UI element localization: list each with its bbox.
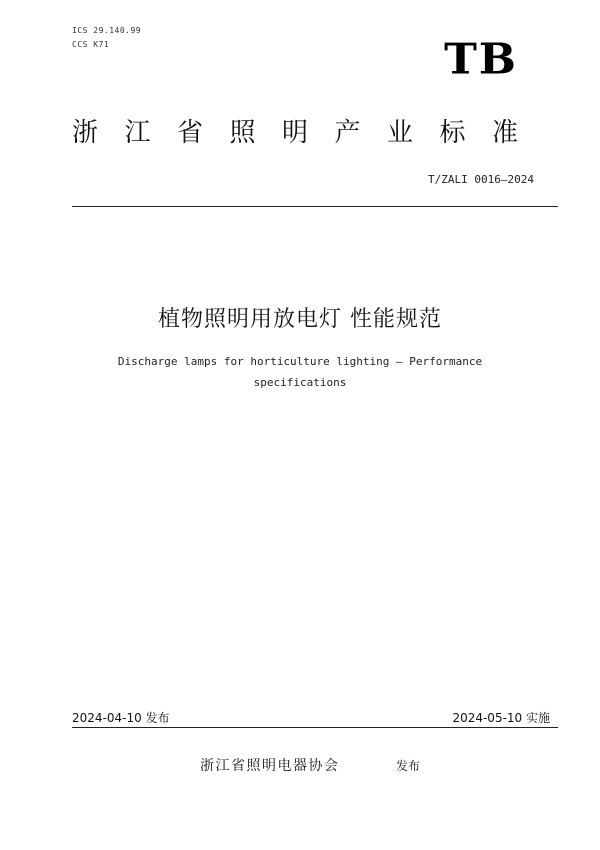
ccs-code: CCS K71 [72,40,110,49]
document-title-english: Discharge lamps for horticulture lighting — Performance specifications [117,355,483,389]
publish-label: 发布 [396,759,421,773]
issue-date: 2024-04-10 发布 [72,711,170,725]
ics-code: ICS 29.140.99 [72,26,142,35]
standard-number: T/ZALI 0016—2024 [428,173,534,186]
standard-category-title: 浙江省照明产业标准 [72,118,545,148]
bottom-divider [72,727,558,728]
document-title-chinese: 植物照明用放电灯 性能规范 [158,307,442,332]
publisher-name: 浙江省照明电器协会 [200,758,340,774]
top-divider [72,206,558,207]
tb-logo: TB [444,35,518,84]
effective-date: 2024-05-10 实施 [452,711,550,725]
